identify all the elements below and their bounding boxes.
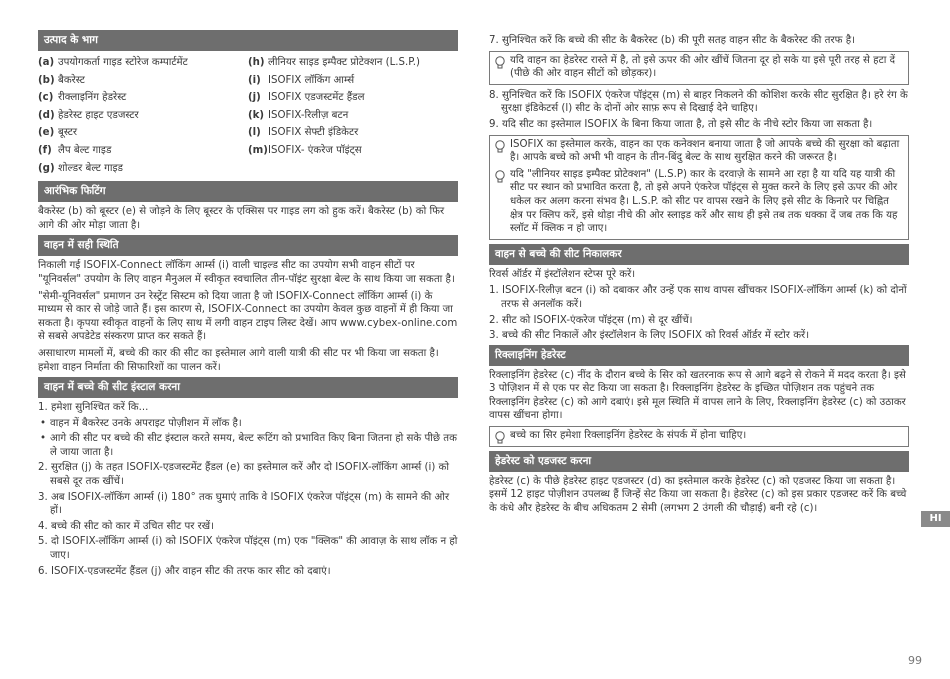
install-step-4: 4. बच्चे की सीट को कार में उचित सीट पर रखें। xyxy=(38,520,215,532)
part-label: ISOFIX- एंकरेज पॉइंट्स xyxy=(268,144,362,156)
install-step-3: 3. अब ISOFIX-लॉकिंग आर्म्स (i) 180° तक घुमाएं ताकि वे ISOFIX एंकरेज पॉइंट्स (m) के सामने की ओर हों। xyxy=(38,491,450,517)
fitting-text: बैकरेस्ट (b) को बूस्टर (e) से जोड़ने के लिए बूस्टर के एक्सिस पर गाइड लग को हुक करें। बैकरेस्ट (b) को फिर आगे की ओर मोड़ा जाता है। xyxy=(38,206,445,231)
parts-heading: उत्पाद के भाग xyxy=(38,30,458,51)
adjust-text: हेडरेस्ट (c) के पीछे हेडरेस्ट हाइट एडजस्टर (d) का इस्तेमाल करके हेडरेस्ट (c) को एडजस्ट किया जा सकता है। इसमें 12 हाइट पोज़ीशन उपलब्ध हैं जिन्हें सेट किया जा सकता है। हेडरेस्ट (c) को इस प्रकार एडजस्ट करें कि बच्चे के कंधे और हेडरेस्ट के बीच अधिकतम 2 सेमी (लगभग 2 उंगली की चौड़ाई) बनी रहे (c)। xyxy=(489,475,907,514)
page-number: 99 xyxy=(908,654,922,667)
part-key: (c) xyxy=(38,92,54,104)
part-item xyxy=(248,89,458,107)
part-label: लीनियर साइड इम्पैक्ट प्रोटेक्शन (L.S.P.) xyxy=(268,57,421,68)
part-key: (a) xyxy=(38,57,55,68)
left-column xyxy=(38,30,458,580)
tip-block xyxy=(494,168,904,236)
adjust-heading: हेडरेस्ट को एडजस्ट करना xyxy=(489,451,909,472)
install-step-9: 9. यदि सीट का इस्तेमाल ISOFIX के बिना किया जाता है, तो इसे सीट के नीचे स्टोर किया जा सकता है। xyxy=(489,118,873,130)
remove-step-3: 3. बच्चे की सीट निकालें और इंस्टॉलेशन के लिए ISOFIX को रिवर्स ऑर्डर में स्टोर करें। xyxy=(489,330,810,342)
part-key: (k) xyxy=(248,109,265,121)
tip-box xyxy=(489,426,909,447)
part-label: ISOFIX सेफ्टी इंडिकेटर xyxy=(268,127,359,139)
part-label: ISOFIX-रिलीज़ बटन xyxy=(268,109,349,121)
position-paragraph-3: असाधारण मामलों में, बच्चे की कार की सीट का इस्तेमाल आगे वाली यात्री की सीट पर भी किया जा सकता है। हमेशा वाहन निर्माता की सिफारिशों का पालन करें। xyxy=(38,347,439,373)
part-label: ISOFIX एडजस्टमेंट हैंडल xyxy=(268,92,365,104)
part-item xyxy=(38,72,248,90)
install-bullet: • आगे की सीट पर बच्चे की सीट इंस्टाल करते समय, बेल्ट रूटिंग को प्रभावित किए बिना जितना हो सके पीछे तक ले जाया जाता है। xyxy=(40,433,457,458)
part-item xyxy=(248,54,458,72)
install-step-8: 8. सुनिश्चित करें कि ISOFIX एंकरेज पॉइंट्स (m) से बाहर निकलने की कोशिश करके सीट सुरक्षित है। हरे रंग के सुरक्षा इंडिकेटर्स (l) सीट के दोनों ओर साफ़ रूप से दिखाई देने चाहिए। xyxy=(489,89,908,115)
part-item xyxy=(248,142,458,160)
install-bullet-text: वाहन में बैकरेस्ट उनके अपराइट पोज़ीशन में लॉक है। xyxy=(50,417,242,429)
part-key: (h) xyxy=(248,57,265,68)
lightbulb-icon xyxy=(494,140,506,154)
part-key: (f) xyxy=(38,144,52,156)
part-label: बैकरेस्ट xyxy=(58,74,85,86)
tip-block xyxy=(494,138,904,165)
part-key: (b) xyxy=(38,74,55,86)
part-key: (i) xyxy=(248,74,261,86)
fitting-heading: आरंभिक फिटिंग xyxy=(38,181,458,202)
install-heading: वाहन में बच्चे की सीट इंस्टाल करना xyxy=(38,377,458,398)
part-label: लैप बेल्ट गाइड xyxy=(58,144,112,156)
remove-intro: रिवर्स ऑर्डर में इंस्टॉलेशन स्टेप्स पूरे करें। xyxy=(489,268,636,280)
part-label: हेडरेस्ट हाइट एडजस्टर xyxy=(58,109,139,121)
lightbulb-icon xyxy=(494,56,506,70)
part-item xyxy=(248,107,458,125)
part-item xyxy=(248,72,458,90)
tip-text: यदि "लीनियर साइड इम्पैक्ट प्रोटेक्शन" (L.S.P) कार के दरवाज़े के सामने आ रहा है या यदि यह यात्री की सीट पर स्थान को प्रभावित करता है, तो इसे अपने एंकरेज पॉइंट्स से मुक्त करने के लिए इसे ऊपर की ओर धकेल कर अलग करना संभव है। L.S.P. को सीट पर वापस रखने के लिए इसे सीट के किनारे पर चिह्नित क्षेत्र पर क्लिप करें, इसे थोड़ा नीचे की ओर स्लाइड करें और साथ ही इसे तब तक धक्का दें जब तक कि यह स्लॉट में क्लिक न हो जाए। xyxy=(510,168,898,235)
part-key: (m) xyxy=(248,144,268,156)
part-item xyxy=(248,124,458,142)
tip-box xyxy=(489,135,909,240)
parts-list xyxy=(38,54,458,177)
position-paragraph-2: "सेमी-यूनिवर्सल" प्रमाणन उन रेस्ट्रेंट सिस्टम को दिया जाता है जो ISOFIX-Connect लॉकिंग आर्म्स (i) के माध्यम से कार से जोड़े जाते हैं। इस कारण से, ISOFIX-Connect का उपयोग केवल कुछ वाहनों में ही किया जा सकता है। कृपया स्वीकृत वाहनों के लिए साथ में लगी वाहन टाइप लिस्ट देखें। आप www.cybex-online.com से सबसे अपडेटेड संस्करण प्राप्त कर सकते हैं। xyxy=(38,290,458,343)
part-item xyxy=(38,142,248,160)
part-label: ISOFIX लॉकिंग आर्म्स xyxy=(268,74,355,86)
install-bullet: • वाहन में बैकरेस्ट उनके अपराइट पोज़ीशन में लॉक है। xyxy=(40,417,242,429)
part-key: (g) xyxy=(38,162,55,174)
install-step-7: 7. सुनिश्चित करें कि बच्चे की सीट के बैकरेस्ट (b) की पूरी सतह वाहन सीट के बैकरेस्ट की तरफ है। xyxy=(489,35,855,46)
part-label: रीक्लाइनिंग हेडरेस्ट xyxy=(58,92,127,104)
tip-box xyxy=(489,51,909,85)
install-step-2: 2. सुरक्षित (j) के तहत ISOFIX-एडजस्टमेंट हैंडल (e) का इस्तेमाल करें और दो ISOFIX-लॉकिंग आर्म्स (i) को सबसे दूर तक खींचें। xyxy=(38,462,450,488)
tip-text: यदि वाहन का हेडरेस्ट रास्ते में है, तो इसे ऊपर की ओर खींचें जितना दूर हो सके या इसे पूरी तरह से हटा दें (पीछे की ओर वाहन सीटों को छोड़कर)। xyxy=(510,54,896,80)
tip-text: बच्चे का सिर हमेशा रिक्लाइनिंग हेडरेस्ट के संपर्क में होना चाहिए। xyxy=(510,430,747,442)
right-column xyxy=(489,30,909,518)
lightbulb-icon xyxy=(494,170,506,184)
part-label: बूस्टर xyxy=(58,127,78,139)
part-item xyxy=(38,160,248,178)
parts-list-col1 xyxy=(38,54,248,177)
remove-step-2: 2. सीट को ISOFIX-एंकरेज पॉइंट्स (m) से दूर खींचें। xyxy=(489,314,693,326)
install-step-1: 1. हमेशा सुनिश्चित करें कि... xyxy=(38,402,149,414)
part-item xyxy=(38,107,248,125)
language-tab: HI xyxy=(921,511,950,527)
part-key: (d) xyxy=(38,109,55,121)
parts-list-col2 xyxy=(248,54,458,177)
remove-heading: वाहन से बच्चे की सीट निकालकर xyxy=(489,244,909,265)
position-paragraph-1: निकाली गई ISOFIX-Connect लॉकिंग आर्म्स (i) वाली चाइल्ड सीट का उपयोग सभी वाहन सीटों पर "यूनिवर्सल" उपयोग के लिए वाहन मैनुअल में स्वीकृत स्वचालित तीन-पॉइंट सुरक्षा बेल्ट के साथ किया जा सकता है। xyxy=(38,260,455,285)
install-bullet-text: आगे की सीट पर बच्चे की सीट इंस्टाल करते समय, बेल्ट रूटिंग को प्रभावित किए बिना जितना हो सके पीछे तक ले जाया जाता है। xyxy=(50,433,457,458)
part-label: शोल्डर बेल्ट गाइड xyxy=(58,162,123,174)
part-item xyxy=(38,89,248,107)
tip-text: ISOFIX का इस्तेमाल करके, वाहन का एक कनेक्शन बनाया जाता है जो आपके बच्चे की सुरक्षा को बढ़ाता है। आपके बच्चे को अभी भी वाहन के तीन-बिंदु बेल्ट के साथ सुरक्षित करने की जरूरत है। xyxy=(510,138,900,164)
part-key: (e) xyxy=(38,127,55,139)
position-heading: वाहन में सही स्थिति xyxy=(38,235,458,256)
part-key: (j) xyxy=(248,92,261,104)
reclining-heading: रिक्लाइनिंग हेडरेस्ट xyxy=(489,345,909,366)
part-item xyxy=(38,124,248,142)
install-step-5: 5. दो ISOFIX-लॉकिंग आर्म्स (i) को ISOFIX एंकरेज पॉइंट्स (m) एक "क्लिक" की आवाज़ के साथ लॉक न हो जाए। xyxy=(38,536,458,562)
reclining-text: रिक्लाइनिंग हेडरेस्ट (c) नींद के दौरान बच्चे के सिर को खतरनाक रूप से आगे बढ़ने से रोकने में मदद करता है। इसे 3 पोज़िशन में से एक पर सेट किया जा सकता है। रिक्लाइनिंग हेडरेस्ट के इच्छित पोज़िशन तक पहुंचने तक रिक्लाइनिंग हेडरेस्ट (c) को आगे दबाएं। इसे मूल स्थिति में वापस लाने के लिए, रिक्लाइनिंग हेडरेस्ट (c) को उठाकर वापस खींचना होगा। xyxy=(489,369,906,422)
remove-step-1: 1. ISOFIX-रिलीज़ बटन (i) को दबाकर और उन्हें एक साथ वापस खींचकर ISOFIX-लॉकिंग आर्म्स (k) को दोनों तरफ से अनलॉक करें। xyxy=(489,285,907,310)
part-label: उपयोगकर्ता गाइड स्टोरेज कम्पार्टमेंट xyxy=(58,57,188,68)
part-key: (l) xyxy=(248,127,261,139)
part-item xyxy=(38,54,248,72)
lightbulb-icon xyxy=(494,431,506,445)
install-step-6: 6. ISOFIX-एडजस्टमेंट हैंडल (j) और वाहन सीट की तरफ कार सीट को दबाएं। xyxy=(38,565,331,577)
